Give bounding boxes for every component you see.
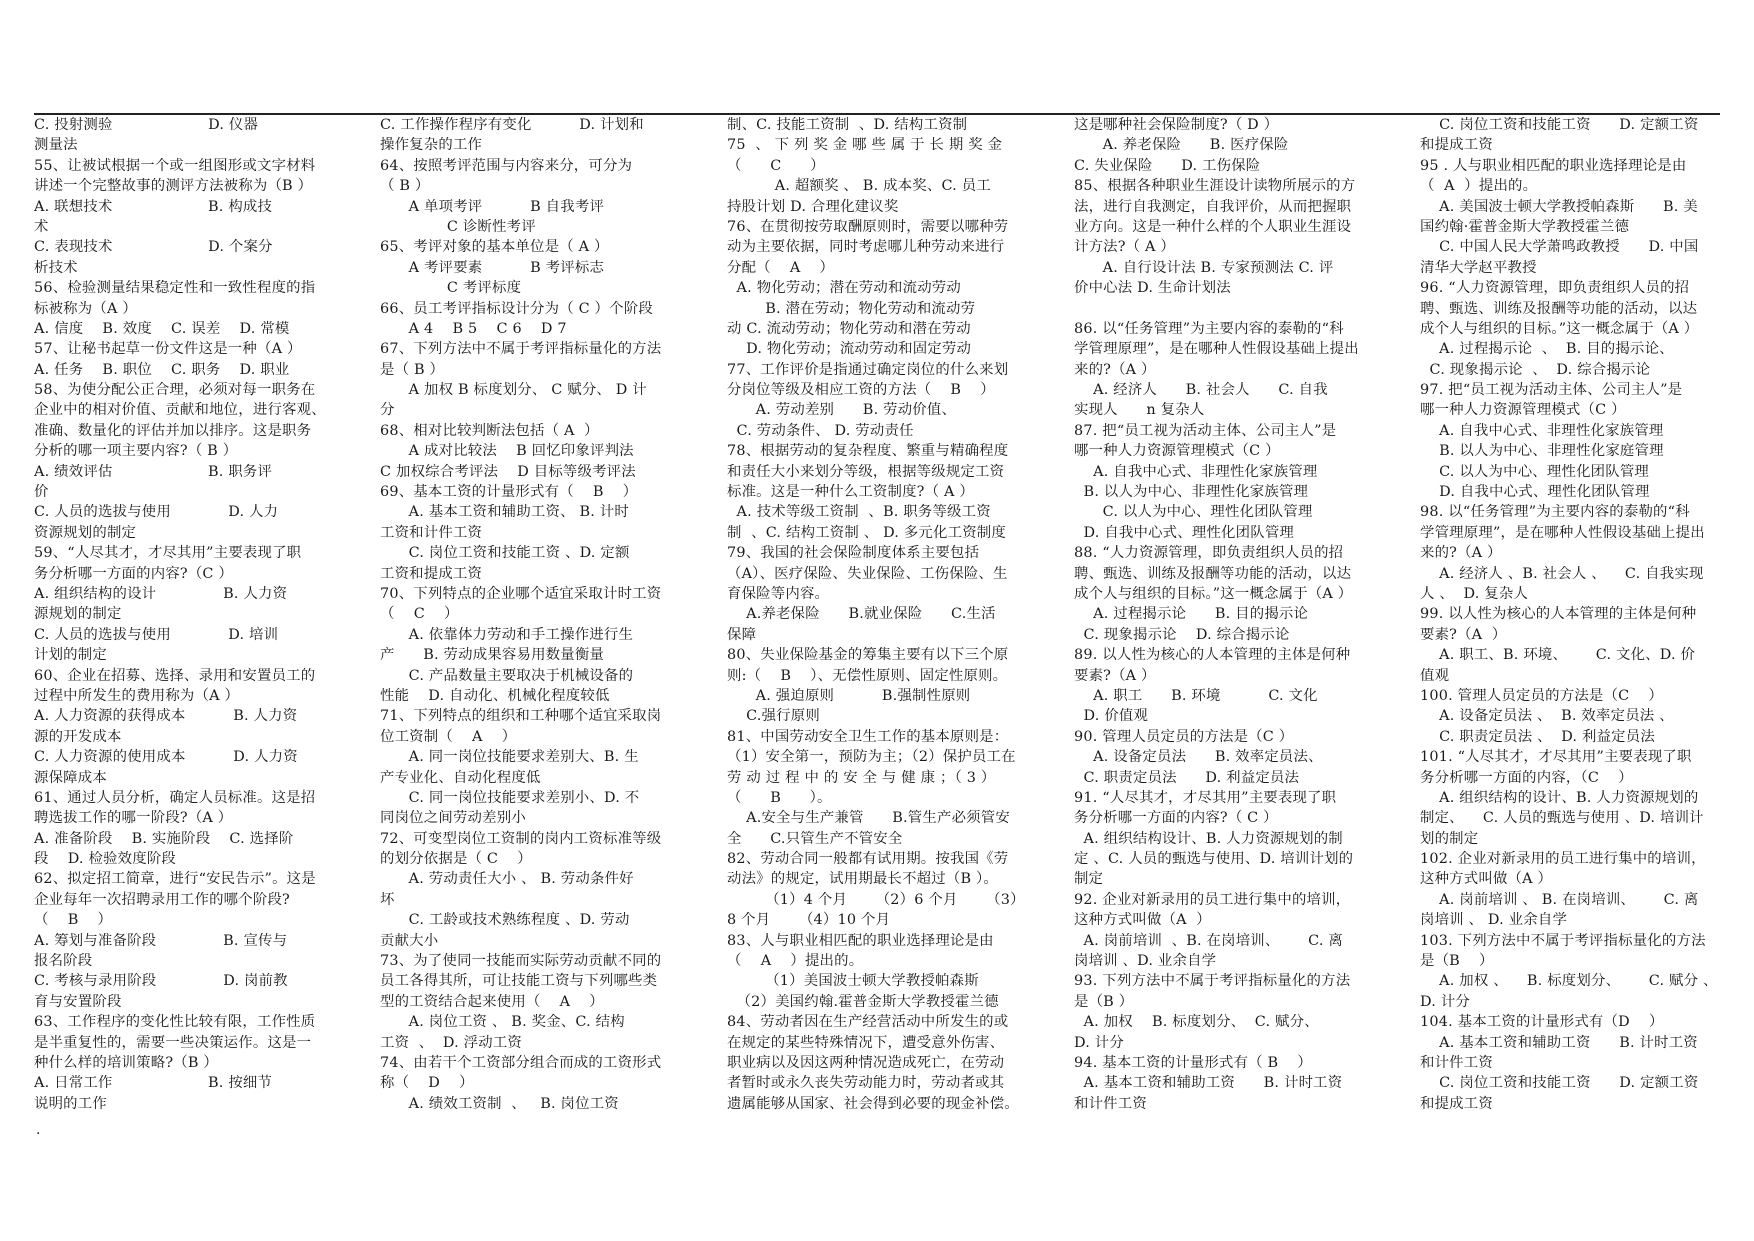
text-line: 这是哪种社会保险制度?（ D ） [1074,117,1279,133]
text-line: 性能 D. 自动化、机械化程度较低 [380,687,610,704]
text-line: A 单项考评 B 自我考评 [380,198,605,215]
text-line: 人 、 D. 复杂人 [1420,585,1529,602]
text-line: 要素?（A ） [1074,667,1156,684]
text-line: 91. “人尽其才，才尽其用”主要表现了职 [1074,789,1337,806]
text-line: 分岗位等级及相应工资的方法（ B ） [727,382,995,399]
text-line: C. 岗位工资和技能工资 D. 定额工资 [1420,1075,1699,1092]
text-line: A. 自我中心式、非理性化家族管理 [1074,463,1318,480]
text-line: 86. 以“任务管理”为主要内容的泰勒的“科 [1074,320,1344,337]
text-line: 和提成工资 [1420,1095,1493,1112]
text-line: C. 现象揭示论 、 D. 综合揭示论 [1420,361,1651,378]
text-line: B. 以人为中心、非理性化家族管理 [1074,484,1309,501]
text-line: 标被称为（A ） [34,300,137,317]
text-line: 学管理原理”，是在哪种人性假设基础上提出 [1074,341,1359,358]
text-line: 称（ D ） [380,1075,474,1092]
text-line: 务分析哪一方面的内容?（C ） [34,565,233,582]
text-line: 说明的工作 [34,1095,107,1112]
text-line: C 诊断性考评 [380,218,536,235]
text-line: 聘、甄选、训练及报酬等功能的活动，以达 [1420,300,1698,317]
text-line: 59、“人尽其才，才尽其用”主要表现了职 [34,545,302,562]
text-line: 分配（ A ） [727,259,835,276]
text-line: 划的制定 [1420,830,1479,847]
text-line: 71、下列特点的组织和工种哪个适宜采取岗 [380,708,662,725]
text-line: 在规定的某些特殊情况下，遭受意外伤害、 [727,1034,1005,1051]
text-line: C 加权综合考评法 D 目标等级考评法 [380,463,636,480]
text-line: 制、C. 技能工资制 、D. 结构工资制 [727,117,968,133]
text-line: A. 岗前培训 、B. 在岗培训、 C. 离 [1074,932,1343,949]
text-line: 哪一种人力资源管理模式（C ） [1420,402,1626,419]
text-line: （A）、医疗保险、失业保险、工伤保险、生 [727,565,1008,582]
text-line: （ B ） [34,912,113,929]
text-line: C.强行原则 [727,708,820,725]
text-line: A. 基本工资和辅助工资 B. 计时工资 [1074,1075,1343,1092]
text-line: 和责任大小来划分等级，根据等级规定工资 [727,463,1005,480]
text-line: 是（ B ） [380,361,445,378]
text-line: 业方向。这是一种什么样的个人职业生涯设 [1074,218,1352,235]
text-column-5 [1420,115,1732,1115]
text-line: 94. 基本工资的计量形式有（ B ） [1074,1054,1312,1071]
text-line: 82、劳动合同一般都有试用期。按我国《劳 [727,851,1009,868]
footer-mark: . [36,1122,41,1138]
text-column-1 [34,115,346,1115]
text-line: 67、下列方法中不属于考评指标量化的方法 [380,341,662,358]
text-line: （ A ）提出的。 [727,953,864,970]
text-line: 型的工资结合起来使用（ A ） [380,993,604,1010]
text-line: 过程中所发生的费用称为（A ） [34,687,240,704]
text-line: C. 工龄或技术熟练程度 、D. 劳动 [380,912,630,929]
text-line: 要素?（A ） [1420,626,1507,643]
text-line: 学管理原理”，是在哪种人性假设基础上提出 [1420,524,1705,541]
text-line: 62、拟定招工简章，进行“安民告示”。这是 [34,871,316,888]
text-line: C. 职责定员法 D. 利益定员法 [1074,769,1300,786]
text-line: 65、考评对象的基本单位是（ A ） [380,239,609,256]
text-line: 价中心法 D. 生命计划法 [1074,280,1231,297]
text-line: 93. 下列方法中不属于考评指标量化的方法 [1074,973,1351,990]
text-line: A. 加权 、 B. 标度划分、 C. 赋分 、 [1420,973,1718,990]
text-line: A 考评要素 B 考评标志 [380,259,605,276]
text-line: 聘选拔工作的哪一阶段?（A ） [34,810,233,827]
text-line: A. 依靠体力劳动和手工操作进行生 [380,626,634,643]
text-line: A. 加权 B. 标度划分、 C. 赋分、 [1074,1014,1319,1031]
text-column-4 [1074,115,1386,1115]
text-line: 准确、数量化的评估并加以排序。这是职务 [34,422,312,439]
text-line: A. 准备阶段 B. 实施阶段 C. 选择阶 [34,830,294,847]
text-line: 55、让被试根据一个或一组图形或文字材料 [34,157,316,174]
text-line: 产专业化、自动化程度低 [380,769,541,786]
text-line: 制定、 C. 人员的甄选与使用 、D. 培训计 [1420,810,1704,827]
text-line: 来的?（A ） [1074,361,1156,378]
text-line: 职业病以及因这两种情况造成死亡，在劳动 [727,1054,1005,1071]
text-line: C. 以人为中心、理性化团队管理 [1420,463,1650,480]
text-line: C. 以人为中心、理性化团队管理 [1074,504,1313,521]
text-line: A. 职工、B. 环境、 C. 文化、D. 价 [1420,647,1696,664]
text-line: A. 劳动责任大小 、 B. 劳动条件好 [380,871,634,888]
text-line: A. 超额奖 、 B. 成本奖、C. 员工 [727,178,991,195]
text-line: 是半重复性的，需要一些决策运作。这是一 [34,1034,312,1051]
text-line: C. 中国人民大学萧鸣政教授 D. 中国 [1420,239,1699,256]
text-line: 这种方式叫做（A ） [1074,912,1211,929]
text-line: 工资和计件工资 [380,524,483,541]
text-line: 源的开发成本 [34,728,122,745]
text-line: 73、为了使同一技能而实际劳动贡献不同的 [380,953,662,970]
text-line: 种什么样的培训策略?（B ） [34,1054,218,1071]
text-columns [34,115,1724,1115]
text-line: 员工各得其所，可让技能工资与下列哪些类 [380,973,658,990]
text-line: 77、工作评价是指通过确定岗位的什么来划 [727,361,1009,378]
text-line: 78、根据劳动的复杂程度、繁重与精确程度 [727,443,1009,460]
text-line: 98. 以“任务管理”为主要内容的泰勒的“科 [1420,504,1690,521]
text-line: 工资 、 D. 浮动工资 [380,1034,523,1051]
text-line: 计方法?（ A ） [1074,239,1176,256]
text-line: A. 经济人 、B. 社会人 、 C. 自我实现 [1420,565,1704,582]
text-line: A. 绩效工资制 、 B. 岗位工资 [380,1095,619,1112]
text-line: 61、通过人员分析，确定人员标准。这是招 [34,789,316,806]
text-line: 源规划的制定 [34,606,122,623]
text-line: 贡献大小 [380,932,439,949]
text-line: 育保险等内容。 [727,585,830,602]
text-line: C. 现象揭示论 D. 综合揭示论 [1074,626,1290,643]
text-line: 报名阶段 [34,953,93,970]
text-line: A. 基本工资和辅助工资 B. 计时工资 [1420,1034,1698,1051]
text-line: 哪一种人力资源管理模式（C ） [1074,443,1280,460]
text-line: A.养老保险 B.就业保险 C.生活 [727,606,996,623]
text-line: A. 过程揭示论 、 B. 目的揭示论、 [1420,341,1674,358]
text-line: C. 产品数量主要取决于机械设备的 [380,667,634,684]
text-line: 聘、甄选、训练及报酬等功能的活动，以达 [1074,565,1352,582]
text-line: A. 联想技术 B. 构成技 [34,198,273,215]
text-line: 100. 管理人员定员的方法是（C ） [1420,687,1664,704]
text-line: A. 强迫原则 B.强制性原则 [727,687,971,704]
text-line: 岗培训 、D. 业余自学 [1074,953,1217,970]
text-line: 72、可变型岗位工资制的岗内工资标准等级 [380,830,662,847]
text-line: A. 人力资源的获得成本 B. 人力资 [34,708,298,725]
text-line: A. 组织结构设计、B. 人力资源规划的制 [1074,830,1343,847]
text-line: 的划分依据是（ C ） [380,851,532,868]
text-line: 90. 管理人员定员的方法是（C ） [1074,728,1294,745]
text-line: A. 绩效评估 B. 职务评 [34,463,273,480]
text-line: C. 岗位工资和技能工资 D. 定额工资 [1420,117,1699,133]
text-line: 81、中国劳动安全卫生工作的基本原则是： [727,728,1009,745]
text-line: 是（B ） [1074,993,1134,1010]
text-line: D. 物化劳动；流动劳动和固定劳动 [727,341,972,358]
text-line: 成个人与组织的目标。”这一概念属于（A ） [1074,585,1353,602]
text-line: 国约翰·霍普金斯大学教授霍兰德 [1420,218,1630,235]
text-line: A.安全与生产兼管 B.管生产必须管安 [727,810,1010,827]
text-line: 标准。这是一种什么工资制度?（ A ） [727,484,974,501]
text-line: C. 人员的选拔与使用 D. 培训 [34,626,279,643]
text-line: 操作复杂的工作 [380,137,483,154]
text-line: C. 人力资源的使用成本 D. 人力资 [34,749,298,766]
text-line: （1）4 个月 （2）6 个月 （3） [727,891,1025,908]
text-line: （ B ） [380,178,430,195]
text-line: 同岗位之间劳动差别小 [380,810,526,827]
text-line: 64、按照考评范围与内容来分，可分为 [380,157,633,174]
text-line: C. 岗位工资和技能工资 、D. 定额 [380,545,630,562]
text-line: A. 岗前培训 、 B. 在岗培训、 C. 离 [1420,891,1699,908]
text-line: 企业每年一次招聘录用工作的哪个阶段? [34,891,290,908]
text-line: C. 投射测验 D. 仪器 [34,117,259,133]
text-line: （ B ）。 [727,789,832,806]
text-line: A. 筹划与准备阶段 B. 宣传与 [34,932,288,949]
text-line [1074,299,1386,319]
text-line: 定 、C. 人员的甄选与使用、D. 培训计划的 [1074,851,1354,868]
text-line: A. 经济人 B. 社会人 C. 自我 [1074,382,1328,399]
text-line: 保障 [727,626,757,643]
text-line: 计划的制定 [34,647,107,664]
text-line: 讲述一个完整故事的测评方法被称为（B ） [34,178,313,195]
text-line: 清华大学赵平教授 [1420,259,1537,276]
text-line: 分析的哪一项主要内容?（ B ） [34,443,238,460]
text-line: A. 自行设计法 B. 专家预测法 C. 评 [1074,259,1334,276]
text-line: 8 个月 （4）10 个月 [727,912,891,929]
text-line: A. 设备定员法 、 B. 效率定员法 、 [1420,708,1674,725]
text-line: 68、相对比较判断法包括（ A ） [380,422,599,439]
text-line: 60、企业在招募、选择、录用和安置员工的 [34,667,316,684]
text-line: C. 同一岗位技能要求差别小、D. 不 [380,789,640,806]
text-column-3 [727,115,1039,1115]
text-line: 102. 企业对新录用的员工进行集中的培训， [1420,851,1706,868]
text-line: 分 [380,402,395,419]
text-line: 价 [34,484,49,501]
text-line: C 考评标度 [380,280,522,297]
text-line: 劳 动 过 程 中 的 安 全 与 健 康 ；（ 3 ） [727,769,996,786]
text-line: 动法》的规定，试用期最长不超过（B ）。 [727,871,998,888]
text-line: C. 工作操作程序有变化 D. 计划和 [380,117,644,133]
text-line: D. 计分 [1420,993,1470,1010]
text-line: C. 考核与录用阶段 D. 岗前教 [34,973,288,990]
text-line: A. 信度 B. 效度 C. 误差 D. 常模 [34,320,290,337]
text-line: 87. 把“员工视为活动主体、公司主人”是 [1074,422,1337,439]
text-line: D. 计分 [1074,1034,1124,1051]
text-line: D. 自我中心式、理性化团队管理 [1420,484,1650,501]
text-line: （ C ） [727,157,825,174]
text-line: 育与安置阶段 [34,993,122,1010]
text-line: A. 任务 B. 职位 C. 职务 D. 职业 [34,361,290,378]
text-line: 位工资制（ A ） [380,728,517,745]
text-line: D. 自我中心式、理性化团队管理 [1074,524,1295,541]
text-line: 85、根据各种职业生涯设计读物所展示的方 [1074,178,1356,195]
text-line: D. 价值观 [1074,708,1149,725]
text-line: （2）美国约翰.霍普金斯大学教授霍兰德 [727,993,999,1010]
text-column-2 [380,115,692,1115]
text-line: 实现人 n 复杂人 [1074,402,1205,419]
text-line: 务分析哪一方面的内容?（ C ） [1074,810,1278,827]
text-line: B. 潜在劳动；物化劳动和流动劳 [727,300,976,317]
text-line: 测量法 [34,137,78,154]
text-line: A 4 B 5 C 6 D 7 [380,320,567,337]
text-line: 58、为使分配公正合理，必须对每一职务在 [34,382,316,399]
text-line: 74、由若干个工资部分组合而成的工资形式 [380,1054,662,1071]
text-line: 83、人与职业相匹配的职业选择理论是由 [727,932,994,949]
text-line: （ A ）提出的。 [1420,178,1538,195]
text-line: 值观 [1420,667,1450,684]
text-line: 76、在贯彻按劳取酬原则时，需要以哪种劳 [727,218,1009,235]
text-line: 70、下列特点的企业哪个适宜采取计时工资 [380,585,662,602]
text-line: 者暂时或永久丧失劳动能力时，劳动者或其 [727,1075,1005,1092]
text-line: 92. 企业对新录用的员工进行集中的培训， [1074,891,1351,908]
text-line: A 成对比较法 B 回忆印象评判法 [380,443,634,460]
text-line: A. 职工 B. 环境 C. 文化 [1074,687,1318,704]
text-line: （ C ） [380,606,459,623]
text-line: 103. 下列方法中不属于考评指标量化的方法 [1420,932,1706,949]
text-line: C. 失业保险 D. 工伤保险 [1074,157,1261,174]
text-line: 66、员工考评指标设计分为（ C ）个阶段 [380,300,653,317]
text-line: 97. 把“员工视为活动主体、公司主人”是 [1420,382,1683,399]
text-line: A. 组织结构的设计 B. 人力资 [34,585,288,602]
text-line: A. 技术等级工资制 、B. 职务等级工资 [727,504,991,521]
text-line: 和计件工资 [1420,1054,1493,1071]
text-line: A. 美国波士顿大学教授帕森斯 B. 美 [1420,198,1698,215]
text-line: 95 . 人与职业相匹配的职业选择理论是由 [1420,157,1687,174]
text-line: 和提成工资 [1420,137,1493,154]
text-line: C. 劳动条件、 D. 劳动责任 [727,422,914,439]
text-line: 产 B. 劳动成果容易用数量衡量 [380,647,605,664]
text-line: 持股计划 D. 合理化建议奖 [727,198,899,215]
text-line: 96. “人力资源管理，即负责组织人员的招 [1420,280,1690,297]
text-line: 来的?（A ） [1420,545,1502,562]
text-line: 这种方式叫做（A ） [1420,871,1553,888]
text-line: 全 C.只管生产不管安全 [727,830,903,847]
text-line: 84、劳动者因在生产经营活动中所发生的或 [727,1014,1009,1031]
text-line: 成个人与组织的目标。”这一概念属于（A ） [1420,320,1699,337]
text-line: 80、失业保险基金的筹集主要有以下三个原 [727,647,1009,664]
text-line: 则:（ B ）、无偿性原则、固定性原则。 [727,667,1008,684]
text-line: 89. 以人性为核心的人本管理的主体是何种 [1074,647,1351,664]
text-line: 企业中的相对价值、贡献和地位，进行客观、 [34,402,326,419]
text-line: 动为主要依据，同时考虑哪儿种劳动来进行 [727,239,1005,256]
text-line: 源保障成本 [34,769,107,786]
text-line: A. 设备定员法 B. 效率定员法、 [1074,749,1323,766]
text-line: 析技术 [34,259,78,276]
text-line: 56、检验测量结果稳定性和一致性程度的指 [34,280,316,297]
text-line: A. 日常工作 B. 按细节 [34,1075,273,1092]
text-line: A. 物化劳动；潜在劳动和流动劳动 [727,280,961,297]
text-line: A. 过程揭示论 B. 目的揭示论 [1074,606,1309,623]
text-line: 制 、C. 结构工资制 、 D. 多元化工资制度 [727,524,1006,541]
text-line: A. 岗位工资 、 B. 奖金、C. 结构 [380,1014,625,1031]
text-line: 104. 基本工资的计量形式有（D ） [1420,1014,1664,1031]
text-line: 遗属能够从国家、社会得到必要的现金补偿。 [727,1095,1019,1112]
text-line: 79、我国的社会保险制度体系主要包括 [727,545,980,562]
text-line: A. 自我中心式、非理性化家族管理 [1420,422,1664,439]
text-line: （1）安全第一，预防为主；（2）保护员工在 [727,749,1016,766]
text-line: 工资和提成工资 [380,565,483,582]
text-line: 岗培训 、 D. 业余自学 [1420,912,1568,929]
text-line: 务分析哪一方面的内容，（C ） [1420,769,1633,786]
text-line: C. 人员的选拔与使用 D. 人力 [34,504,279,521]
text-line: 99. 以人性为核心的人本管理的主体是何种 [1420,606,1697,623]
text-line: 是（B ） [1420,953,1494,970]
text-line: （1）美国波士顿大学教授帕森斯 [727,973,979,990]
text-line: A 加权 B 标度划分、 C 赋分、 D 计 [380,382,647,399]
text-line: 69、基本工资的计量形式有（ B ） [380,484,638,501]
text-line: 和计件工资 [1074,1095,1147,1112]
text-line: A. 劳动差别 B. 劳动价值、 [727,402,957,419]
text-line: A. 养老保险 B. 医疗保险 [1074,137,1289,154]
text-line: 制定 [1074,871,1104,888]
text-line: 动 C. 流动劳动；物化劳动和潜在劳动 [727,320,971,337]
text-line: 75 、 下 列 奖 金 哪 些 属 于 长 期 奖 金 [727,137,1003,154]
text-line: 坏 [380,891,395,908]
text-line: 段 D. 检验效度阶段 [34,851,177,868]
text-line: B. 以人为中心、非理性化家庭管理 [1420,443,1664,460]
text-line: A. 同一岗位技能要求差别大、B. 生 [380,749,639,766]
text-line: 88. “人力资源管理，即负责组织人员的招 [1074,545,1344,562]
text-line: C. 职责定员法 、 D. 利益定员法 [1420,728,1655,745]
text-line: A. 基本工资和辅助工资、 B. 计时 [380,504,629,521]
text-line: 法，进行自我测定，自我评价，从而把握职 [1074,198,1352,215]
text-line: 101. “人尽其才，才尽其用”主要表现了职 [1420,749,1692,766]
text-line: A. 组织结构的设计、B. 人力资源规划的 [1420,789,1699,806]
text-line: C. 表现技术 D. 个案分 [34,239,273,256]
text-line: 63、工作程序的变化性比较有限，工作性质 [34,1014,316,1031]
text-line: 术 [34,218,49,235]
text-line: 57、让秘书起草一份文件这是一种（A ） [34,341,302,358]
text-line: 资源规划的制定 [34,524,137,541]
